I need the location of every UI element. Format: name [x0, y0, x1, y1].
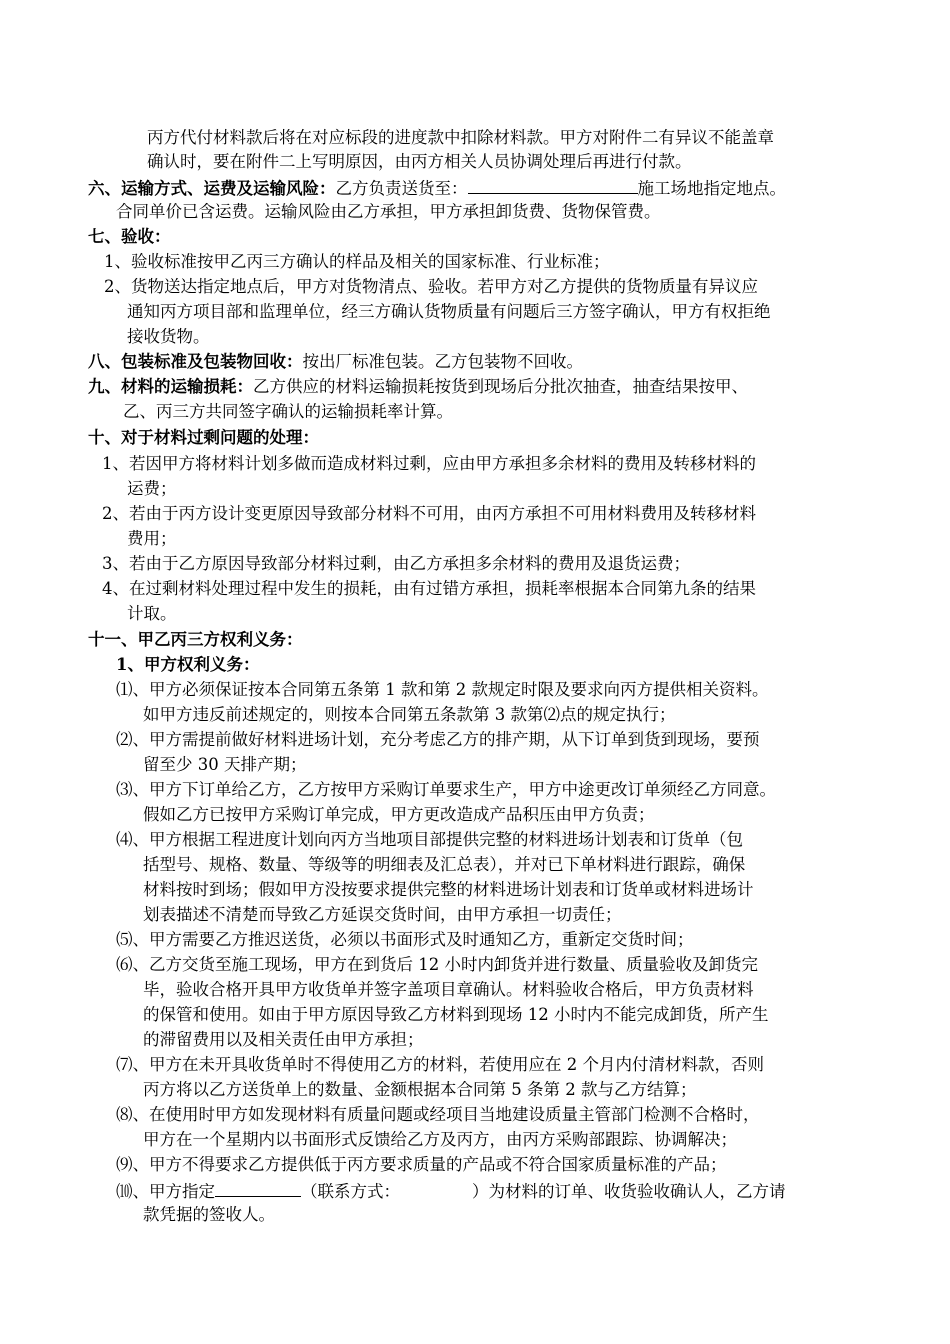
clause-cont: 毕，验收合格开具甲方收货单并签字盖项目章确认。材料验收合格后，甲方负责材料	[143, 980, 754, 999]
clause-cont: 划表描述不清楚而导致乙方延误交货时间，由甲方承担一切责任；	[143, 905, 622, 924]
clause	[116, 1178, 786, 1204]
clause-cont: 如甲方违反前述规定的，则按本合同第五条款第 3 款第⑵点的规定执行；	[143, 705, 676, 724]
list-item-cont: 接收货物。	[127, 327, 210, 346]
subsection-heading: 1、甲方权利义务：	[116, 655, 260, 674]
clause-cont: 材料按时到场；假如甲方没按要求提供完整的材料进场计划表和订货单或材料进场计	[143, 880, 754, 899]
section-6-line	[88, 175, 786, 201]
clause: ⑶、甲方下订单给乙方，乙方按甲方采购订单要求生产，甲方中途更改订单须经乙方同意。	[116, 780, 776, 799]
section-9-text: 乙方供应的材料运输损耗按货到现场后分批次抽查，抽查结果按甲、	[253, 377, 748, 396]
clause-text: ⑽、甲方指定	[116, 1182, 215, 1201]
list-item: 1、验收标准按甲乙丙三方确认的样品及相关的国家标准、行业标准；	[104, 252, 610, 271]
clause-cont: 款凭据的签收人。	[143, 1205, 275, 1224]
clause-cont: 的滞留费用以及相关责任由甲方承担；	[143, 1030, 424, 1049]
list-item: 1、若因甲方将材料计划多做而造成材料过剩，应由甲方承担多余材料的费用及转移材料的	[102, 454, 756, 473]
section-8-heading: 八、包装标准及包装物回收：	[88, 352, 303, 371]
list-item: 3、若由于乙方原因导致部分材料过剩，由乙方承担多余材料的费用及退货运费；	[102, 554, 690, 573]
clause: ⑻、在使用时甲方如发现材料有质量问题或经项目当地建设质量主管部门检测不合格时，	[116, 1105, 760, 1124]
clause-cont: 假如乙方已按甲方采购订单完成，甲方更改造成产品积压由甲方负责；	[143, 805, 655, 824]
para-line: 丙方代付材料款后将在对应标段的进度款中扣除材料款。甲方对附件二有异议不能盖章	[147, 128, 774, 147]
clause-cont: 留至少 30 天排产期；	[143, 755, 307, 774]
list-item: 2、货物送达指定地点后，甲方对货物清点、验收。若甲方对乙方提供的货物质量有异议应	[104, 277, 758, 296]
list-item-cont: 通知丙方项目部和监理单位，经三方确认货物质量有问题后三方签字确认，甲方有权拒绝	[127, 302, 771, 321]
list-item: 2、若由于丙方设计变更原因导致部分材料不可用，由丙方承担不可用材料费用及转移材料	[102, 504, 756, 523]
clause-cont: 甲方在一个星期内以书面形式反馈给乙方及丙方，由丙方采购部跟踪、协调解决；	[143, 1130, 737, 1149]
para-line: 确认时，要在附件二上写明原因，由丙方相关人员协调处理后再进行付款。	[147, 152, 692, 171]
section-9-line	[88, 375, 748, 399]
para-line: 乙、丙三方共同签字确认的运输损耗率计算。	[123, 402, 453, 421]
clause: ⑺、甲方在未开具收货单时不得使用乙方的材料，若使用应在 2 个月内付清材料款，否则	[116, 1055, 764, 1074]
clause: ⑸、甲方需要乙方推迟送货，必须以书面形式及时通知乙方，重新定交货时间；	[116, 930, 694, 949]
clause-cont: 丙方将以乙方送货单上的数量、金额根据本合同第 5 条第 2 款与乙方结算；	[143, 1080, 697, 1099]
clause: ⑼、甲方不得要求乙方提供低于丙方要求质量的产品或不符合国家质量标准的产品；	[116, 1155, 727, 1174]
blank-field	[468, 175, 638, 194]
clause-cont: 括型号、规格、数量、等级等的明细表及汇总表），并对已下单材料进行跟踪，确保	[143, 855, 746, 874]
list-item-cont: 费用；	[127, 529, 177, 548]
section-8-line	[88, 350, 583, 374]
section-6-heading: 六、运输方式、运费及运输风险：	[88, 179, 336, 198]
list-item-cont: 计取。	[127, 604, 177, 623]
clause: ⑷、甲方根据工程进度计划向丙方当地项目部提供完整的材料进场计划表和订货单（包	[116, 830, 743, 849]
section-11-heading: 十一、甲乙丙三方权利义务：	[88, 630, 303, 649]
section-6-text: 施工场地指定地点。	[637, 179, 786, 198]
para-line: 合同单价已含运费。运输风险由乙方承担，甲方承担卸货费、货物保管费。	[116, 202, 661, 221]
clause-text: ）为材料的订单、收货验收确认人，乙方请	[472, 1182, 786, 1201]
list-item-cont: 运费；	[127, 479, 177, 498]
section-10-heading: 十、对于材料过剩问题的处理：	[88, 428, 319, 447]
section-7-heading: 七、验收：	[88, 227, 171, 246]
clause-text: （联系方式：	[301, 1182, 400, 1201]
clause: ⑵、甲方需提前做好材料进场计划，充分考虑乙方的排产期，从下订单到货到现场，要预	[116, 730, 760, 749]
clause: ⑴、甲方必须保证按本合同第五条第 1 款和第 2 款规定时限及要求向丙方提供相关资料。	[116, 680, 769, 699]
section-9-heading: 九、材料的运输损耗：	[88, 377, 253, 396]
blank-field	[215, 1178, 301, 1197]
clause: ⑹、乙方交货至施工现场，甲方在到货后 12 小时内卸货并进行数量、质量验收及卸货完	[116, 955, 758, 974]
section-6-text: 乙方负责送货至：	[335, 179, 468, 198]
list-item: 4、在过剩材料处理过程中发生的损耗，由有过错方承担，损耗率根据本合同第九条的结果	[102, 579, 756, 598]
section-8-text: 按出厂标准包装。乙方包装物不回收。	[302, 352, 583, 371]
clause-cont: 的保管和使用。如由于甲方原因导致乙方材料到现场 12 小时内不能完成卸货，所产生	[143, 1005, 769, 1024]
